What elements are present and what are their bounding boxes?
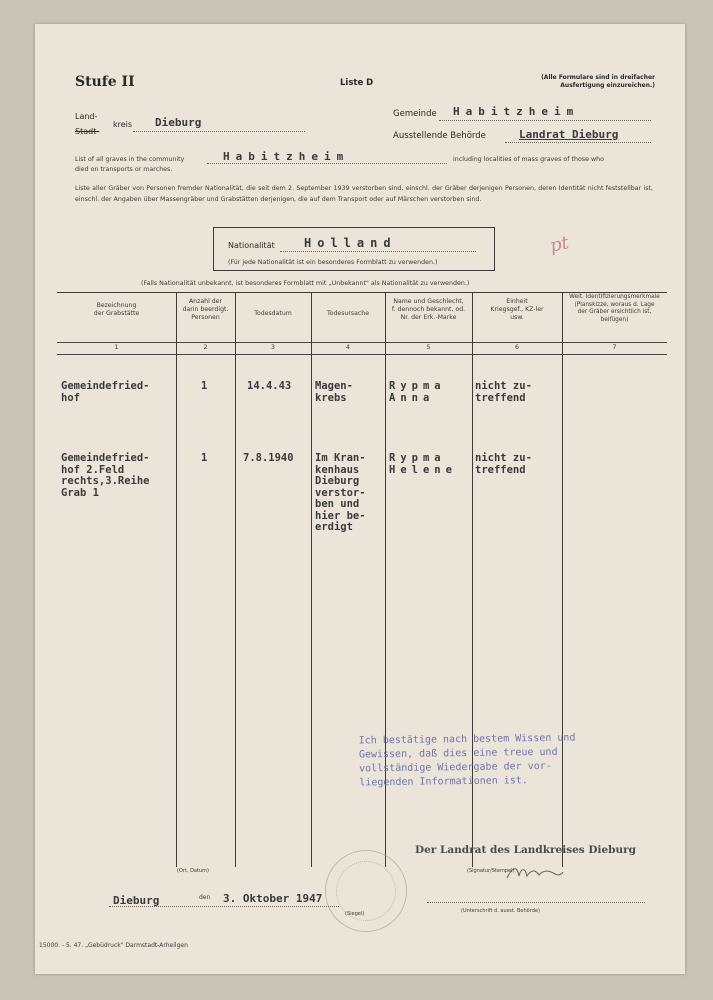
archive-pencil-mark: pt (548, 232, 571, 257)
column-header-5: Name und Geschlecht, f. dennoch bekannt, od. Nr. der Erk.-Marke (391, 298, 466, 321)
english-text-1: List of all graves in the community (75, 156, 185, 163)
kreis-value: Dieburg (155, 116, 202, 129)
nationality-line (280, 251, 476, 252)
english-text-3: died on transports or marches. (75, 166, 173, 173)
date-line (109, 906, 339, 907)
gemeinde-label: Gemeinde (393, 109, 437, 119)
row-2-einheit: nicht zu- treffend (475, 452, 532, 476)
column-number-3: 3 (271, 344, 275, 351)
behoerde-value: Landrat Dieburg (519, 128, 619, 141)
english-text-2: including localities of mass graves of those who (453, 156, 604, 163)
column-number-5: 5 (426, 344, 431, 351)
header-note: (Alle Formulare sind in dreifacher Ausfertigung einzureichen.) (541, 74, 655, 89)
column-number-1: 1 (114, 344, 119, 351)
land-label: Land- (75, 112, 98, 121)
form-sheet (35, 24, 685, 974)
den-label: den (199, 894, 211, 901)
row-2-name: Rypma Helene (389, 452, 457, 476)
official-seal-icon (325, 850, 407, 932)
date-value: 3. Oktober 1947 (223, 892, 323, 905)
nationality-label: Nationalität (228, 241, 275, 250)
siegel-label: (Siegel) (345, 911, 365, 917)
unterschrift-label: (Unterschrift d. ausst. Behörde) (461, 908, 540, 914)
kreis-line (133, 131, 305, 132)
nationality-value: Holland (304, 236, 397, 250)
row-2-todesursache: Im Kran- kenhaus Dieburg verstor- ben und hier be- erdigt (315, 452, 366, 533)
signature-line (427, 902, 645, 903)
row-2-anzahl: 1 (201, 452, 208, 464)
row-1-anzahl: 1 (201, 380, 208, 392)
liste-label: Liste D (340, 78, 374, 88)
place-value: Dieburg (113, 894, 160, 907)
row-1-name: Rypma Anna (389, 380, 446, 404)
column-number-6: 6 (515, 344, 519, 351)
column-number-7: 7 (612, 344, 617, 351)
landrat-stamp: Der Landrat des Landkreises Dieburg (415, 844, 636, 856)
column-divider (176, 292, 177, 867)
english-community: Habitzheim (223, 150, 350, 163)
row-1-todesdatum: 14.4.43 (247, 380, 292, 392)
column-divider (235, 292, 236, 867)
column-number-2: 2 (203, 344, 208, 351)
certification-stamp: Ich bestätige nach bestem Wissen und Gewissen, daß dies eine treue und vollständige Wiedergabe der vor- liegenden Informationen ist. (358, 732, 576, 789)
german-text: Liste aller Gräber von Personen fremder Nationalität, die seit dem 2. September 1939 verstorben sind, einschl. der Gräber derjenigen Personen, deren Identität nicht feststellbar ist, einschl. der Angaben über Massengräber und Grabstätten derjenigen, die auf dem Transport oder auf Märschen verstorben sind. (75, 185, 653, 203)
row-1-grabstaette: Gemeindefried- hof (61, 380, 150, 404)
column-header-4: Todesursache (326, 310, 370, 317)
table-header-rule (57, 342, 667, 343)
stufe-title: Stufe II (75, 74, 135, 90)
row-2-todesdatum: 7.8.1940 (243, 452, 294, 464)
ort-datum-label: (Ort, Datum) (177, 868, 209, 874)
gemeinde-line (439, 120, 651, 121)
table-top-rule (57, 292, 667, 293)
unknown-note: (Falls Nationalität unbekannt, ist besonderes Formblatt mit „Unbekannt" als Nationalität zu verwenden.) (141, 280, 470, 287)
behoerde-label: Ausstellende Behörde (393, 131, 486, 141)
signatur-label: (Signatur/Stempel) (467, 868, 515, 874)
nationality-box (213, 227, 495, 271)
row-2-grabstaette: Gemeindefried- hof 2.Feld rechts,3.Reihe Grab 1 (61, 452, 150, 499)
printer-note: 15000. - 5. 47. „Gebüdruck" Darmstadt-Arheilgen (39, 942, 188, 949)
row-1-einheit: nicht zu- treffend (475, 380, 532, 404)
gemeinde-value: Habitzheim (453, 105, 580, 118)
kreis-label: kreis (113, 120, 133, 129)
behoerde-line (505, 142, 651, 143)
table-number-rule (57, 354, 667, 355)
column-header-3: Todesdatum (254, 310, 292, 317)
column-header-2: Anzahl der darin beerdigt. Personen (182, 298, 229, 321)
nationality-note: (Für jede Nationalität ist ein besonderes Formblatt zu verwenden.) (228, 259, 438, 266)
column-number-4: 4 (346, 344, 350, 351)
column-header-1: Bezeichnung der Grabstätte (93, 302, 140, 317)
column-header-7: Weit. Identifizierungsmerkmale (Planskizze, woraus d. Lage der Gräber ersichtlich ist, beifügen) (569, 294, 660, 323)
column-header-6: Einheit Kriegsgef., KZ-ler usw. (490, 298, 544, 321)
stadt-label: Stadt- (75, 127, 100, 136)
english-line (207, 163, 447, 164)
row-1-todesursache: Magen- krebs (315, 380, 353, 404)
column-divider (311, 292, 312, 867)
